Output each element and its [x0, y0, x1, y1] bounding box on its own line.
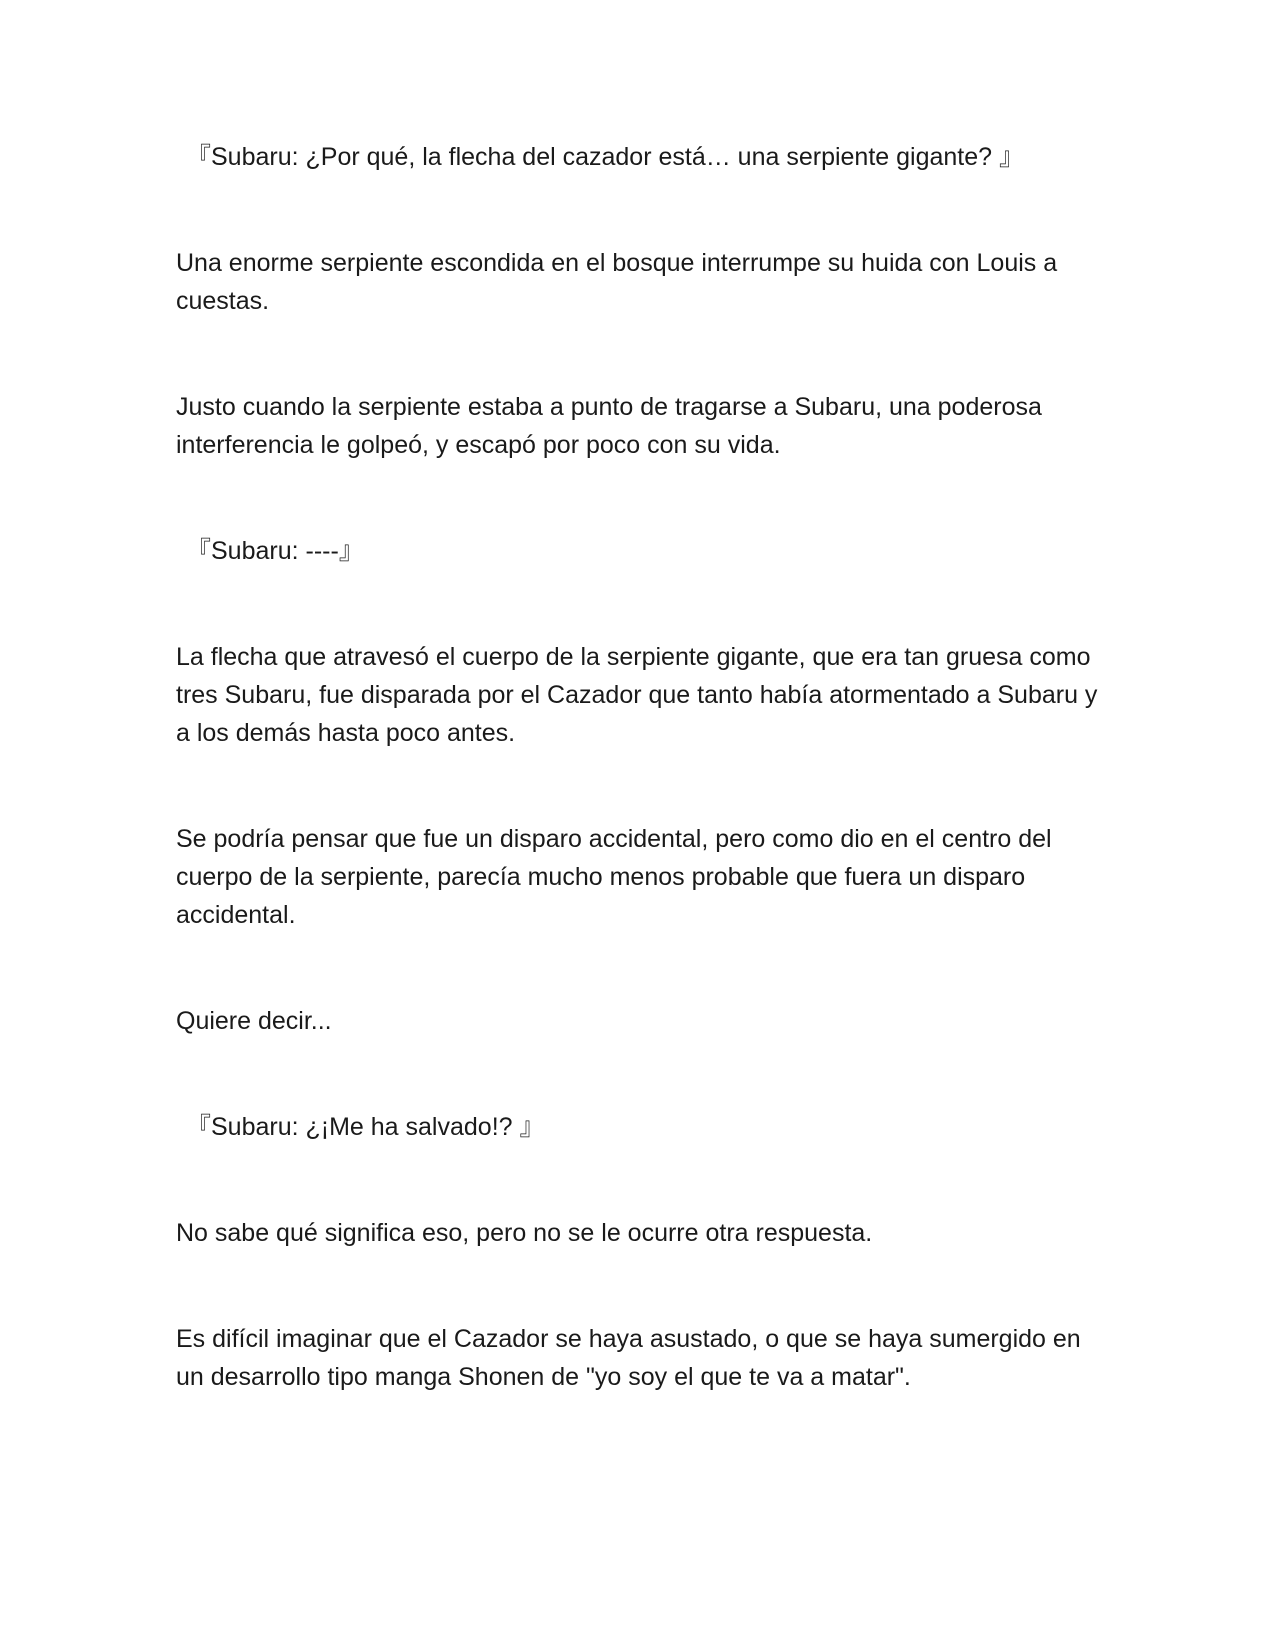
narration-paragraph-7: Es difícil imaginar que el Cazador se haya asustado, o que se haya sumergido en un desarrollo tipo manga Shonen de "yo soy el que te va a matar". — [176, 1325, 1081, 1391]
narration-paragraph-1: Una enorme serpiente escondida en el bosque interrumpe su huida con Louis a cuestas. — [176, 249, 1058, 315]
narration-paragraph-5: Quiere decir... — [176, 1007, 332, 1035]
narration-paragraph-6: No sabe qué significa eso, pero no se le ocurre otra respuesta. — [176, 1219, 873, 1247]
narration-paragraph-2: Justo cuando la serpiente estaba a punto de tragarse a Subaru, una poderosa interferencia le golpeó, y escapó por poco con su vida. — [176, 393, 1042, 459]
narration-paragraph-3: La flecha que atravesó el cuerpo de la serpiente gigante, que era tan gruesa como tres Subaru, fue disparada por el Cazador que tanto había atormentado a Subaru y a los demás hasta poco antes. — [176, 643, 1098, 747]
document-body — [176, 138, 1106, 1464]
dialogue-line-3: 『Subaru: ¿¡Me ha salvado!? 』 — [186, 1113, 545, 1141]
narration-paragraph-4: Se podría pensar que fue un disparo accidental, pero como dio en el centro del cuerpo de la serpiente, parecía mucho menos probable que fuera un disparo accidental. — [176, 825, 1052, 929]
dialogue-line-1: 『Subaru: ¿Por qué, la flecha del cazador está… una serpiente gigante? 』 — [186, 143, 1025, 171]
dialogue-line-2: 『Subaru: ----』 — [186, 537, 364, 565]
